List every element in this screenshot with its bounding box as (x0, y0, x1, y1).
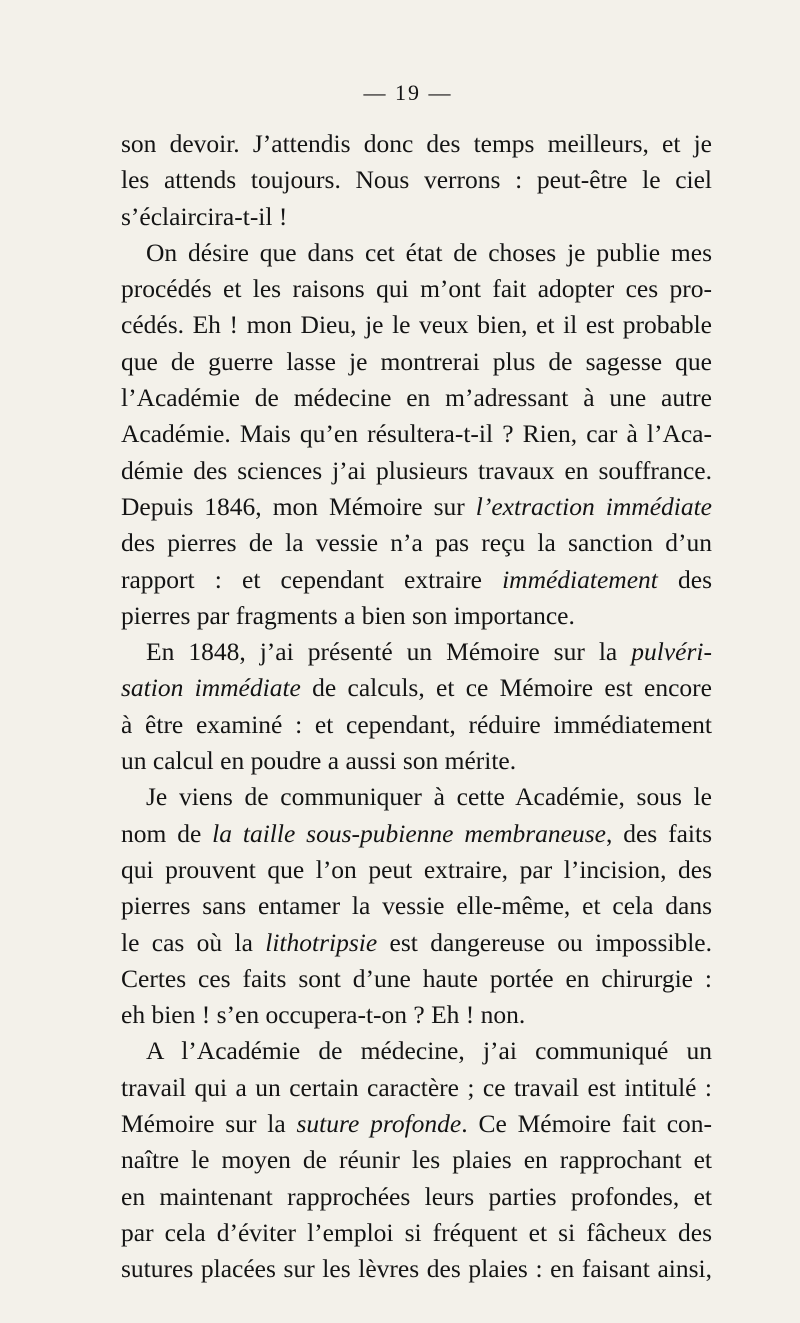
text-line (121, 162, 712, 198)
text-segment: son devoir. J’attendis donc des temps meilleurs, et je (121, 129, 712, 158)
text-segment: de calculs, et ce Mémoire est encore (300, 673, 712, 703)
italic-text: pulvéri- (631, 637, 712, 667)
text-line (121, 634, 712, 670)
text-line (121, 598, 712, 634)
text-line (121, 235, 712, 271)
text-segment: Je viens de communiquer à cette Académie, sous le (146, 782, 712, 812)
italic-text: suture profonde (296, 1109, 462, 1139)
text-segment: l’Académie de médecine en m’adressant à une autre (121, 383, 712, 413)
text-line (121, 852, 712, 888)
text-line (121, 888, 712, 924)
text-line (121, 199, 712, 235)
text-line (121, 670, 712, 706)
text-line (121, 743, 712, 779)
text-line (121, 816, 712, 852)
text-segment: pierres par fragments a bien son importance. (121, 600, 575, 630)
text-segment: démie des sciences j’ai plusieurs travaux en souffrance. (121, 455, 712, 485)
text-segment: cédés. Eh ! mon Dieu, je le veux bien, et il est probable (121, 310, 712, 340)
text-segment: en maintenant rapprochées leurs parties profondes, et (121, 1181, 712, 1211)
text-segment: à être examiné : et cependant, réduire immédiatement (121, 709, 712, 739)
text-segment: rapport : et cependant extraire (121, 564, 503, 594)
text-segment: que de guerre lasse je montrerai plus de sagesse que (121, 346, 712, 376)
italic-text: la taille sous-pubienne membraneuse (212, 818, 606, 848)
text-line (121, 1179, 712, 1215)
text-segment: les attends toujours. Nous verrons : peut-être le ciel (121, 165, 712, 195)
text-line (121, 997, 712, 1033)
text-segment: par cela d’éviter l’emploi si fréquent et si fâcheux des (121, 1217, 712, 1247)
text-line (121, 453, 712, 489)
page-number: — 19 — (363, 80, 453, 105)
text-segment: des pierres de la vessie n’a pas reçu la sanction d’un (121, 528, 712, 558)
text-segment: procédés et les raisons qui m’ont fait adopter ces pro- (121, 274, 712, 304)
text-segment: naître le moyen de réunir les plaies en rapprochant et (121, 1145, 712, 1175)
text-line (121, 126, 712, 162)
text-segment: nom de (121, 818, 213, 848)
italic-text: l’extraction immédiate (475, 491, 712, 521)
text-segment: qui prouvent que l’on peut extraire, par l’incision, des (121, 854, 712, 884)
text-line (121, 1142, 712, 1178)
text-segment: Académie. Mais qu’en résultera-t-il ? Rien, car à l’Aca- (121, 419, 712, 449)
text-line (121, 1033, 712, 1069)
text-line (121, 307, 712, 343)
text-segment: On désire que dans cet état de choses je publie mes (146, 237, 712, 267)
text-line (121, 344, 712, 380)
italic-text: sation immédiate (121, 673, 301, 703)
text-segment: travail qui a un certain caractère ; ce travail est intitulé : (121, 1072, 712, 1102)
text-segment: Certes ces faits sont d’une haute portée en chirurgie : (121, 963, 712, 993)
text-segment: eh bien ! s’en occupera-t-on ? Eh ! non. (121, 1000, 526, 1030)
text-segment: sutures placées sur les lèvres des plaies : en faisant ainsi, (121, 1254, 712, 1284)
text-line (121, 925, 712, 961)
text-line (121, 1215, 712, 1251)
text-line (121, 525, 712, 561)
italic-text: immédiatement (502, 564, 658, 594)
text-segment: le cas où la (121, 927, 266, 957)
text-segment: . Ce Mémoire fait con- (461, 1109, 713, 1139)
text-segment: est dangereuse ou impossible. (377, 927, 712, 957)
text-line (121, 779, 712, 815)
text-segment: Depuis 1846, mon Mémoire sur (121, 491, 476, 521)
text-segment: un calcul en poudre a aussi son mérite. (121, 746, 517, 776)
text-segment: A l’Académie de médecine, j’ai communiqué un (146, 1036, 712, 1066)
text-line (121, 271, 712, 307)
text-line (121, 1251, 712, 1287)
text-line (121, 562, 712, 598)
text-segment: pierres sans entamer la vessie elle-même, et cela dans (121, 891, 712, 921)
italic-text: lithotripsie (265, 927, 378, 957)
text-line (121, 380, 712, 416)
text-segment: des (657, 564, 712, 594)
text-line (121, 1070, 712, 1106)
text-line (121, 961, 712, 997)
text-segment: Mémoire sur la (121, 1109, 297, 1139)
text-segment: s’éclaircira-t-il ! (121, 201, 288, 231)
text-segment: En 1848, j’ai présenté un Mémoire sur la (146, 637, 632, 667)
text-segment: , des faits (605, 818, 712, 848)
text-line (121, 707, 712, 743)
body-text (121, 126, 712, 1288)
text-line (121, 416, 712, 452)
text-line (121, 1106, 712, 1142)
text-line (121, 489, 712, 525)
